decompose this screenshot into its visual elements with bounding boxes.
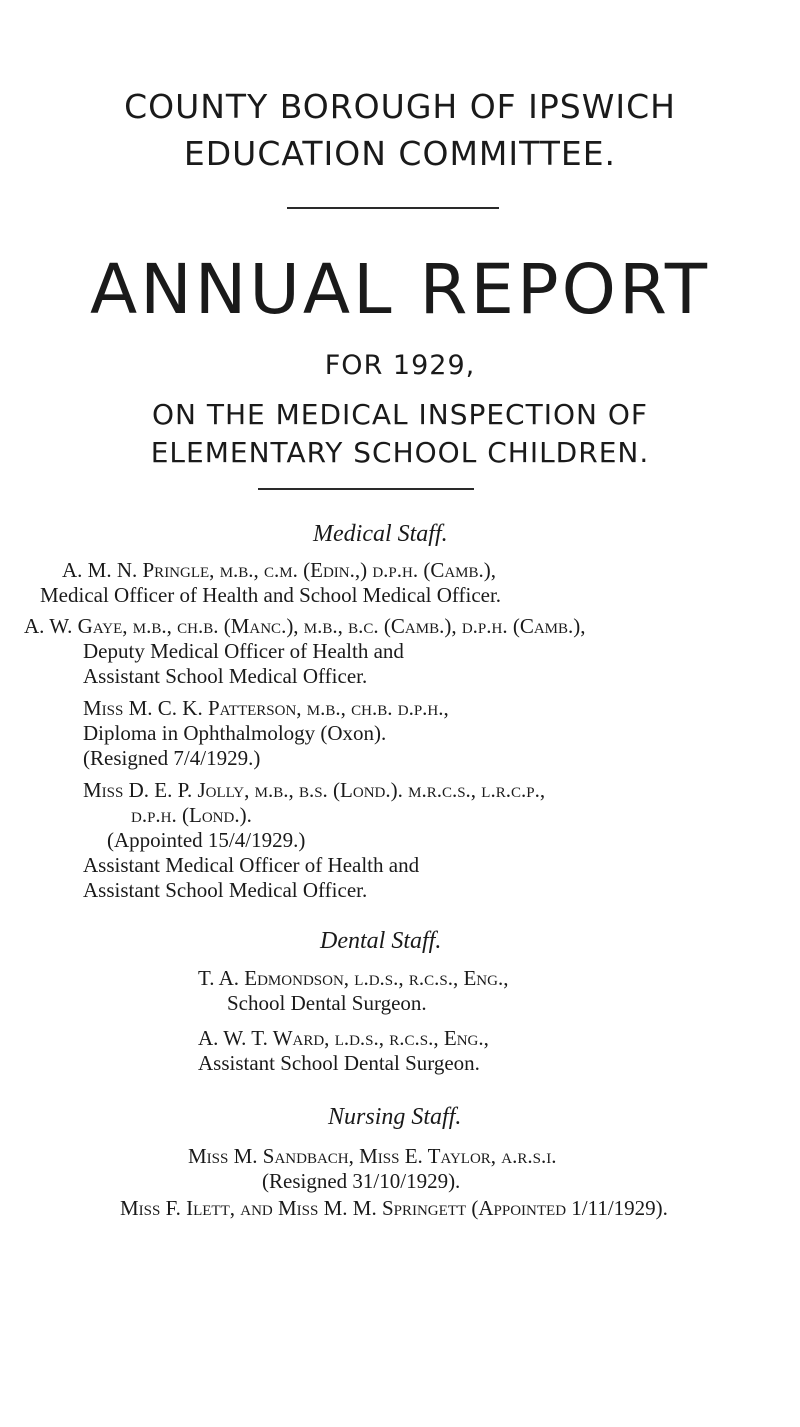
nursing-line-2: (Resigned 31/10/1929). — [262, 1169, 461, 1193]
jolly-role-2: Assistant School Medical Officer. — [83, 878, 368, 902]
nursing-staff-heading: Nursing Staff. — [328, 1104, 462, 1130]
jolly-name: Miss D. E. P. Jolly, — [83, 778, 250, 802]
ward-name: A. W. T. Ward, — [198, 1026, 330, 1050]
ward-role: Assistant School Dental Surgeon. — [198, 1051, 480, 1075]
dental-staff-heading: Dental Staff. — [320, 928, 442, 954]
taylor-qualifications: a.r.s.i. — [501, 1144, 557, 1168]
pringle-name-line — [62, 558, 496, 583]
header-line-2: EDUCATION COMMITTEE. — [183, 134, 617, 173]
patterson-note: (Resigned 7/4/1929.) — [83, 746, 261, 770]
nurses-sandbach-taylor: Miss M. Sandbach, Miss E. Taylor, — [188, 1144, 497, 1168]
subtitle-line-1: ON THE MEDICAL INSPECTION OF — [151, 398, 648, 431]
gaye-name: A. W. Gaye, — [24, 614, 128, 638]
pringle-name: A. M. N. Pringle, — [62, 558, 215, 582]
divider-1 — [287, 207, 499, 209]
pringle-role: Medical Officer of Health and School Medical Officer. — [40, 583, 502, 607]
ward-name-line — [198, 1026, 489, 1051]
gaye-qualifications: m.b., ch.b. (Manc.), m.b., b.c. (Camb.), d.p.h. (Camb.), — [132, 614, 586, 638]
gaye-role-2: Assistant School Medical Officer. — [83, 664, 368, 688]
edmondson-name-line — [198, 966, 508, 991]
nursing-line-3: Miss F. Ilett, and Miss M. M. Springett (Appointed 1/11/1929). — [120, 1196, 668, 1220]
gaye-name-line — [24, 614, 586, 639]
jolly-name-line — [83, 778, 545, 803]
gaye-role-1: Deputy Medical Officer of Health and — [83, 639, 404, 663]
divider-2 — [258, 488, 474, 490]
jolly-qualifications: m.b., b.s. (Lond.). m.r.c.s., l.r.c.p., — [254, 778, 546, 802]
subtitle-line-2: ELEMENTARY SCHOOL CHILDREN. — [150, 436, 650, 469]
ward-qualifications: l.d.s., r.c.s., Eng., — [334, 1026, 489, 1050]
patterson-diploma: Diploma in Ophthalmology (Oxon). — [83, 721, 387, 745]
patterson-qualifications: m.b., ch.b. d.p.h., — [306, 696, 449, 720]
medical-staff-heading: Medical Staff. — [313, 521, 448, 547]
edmondson-role: School Dental Surgeon. — [227, 991, 427, 1015]
patterson-name-line — [83, 696, 449, 721]
header-line-1: COUNTY BOROUGH OF IPSWICH — [124, 87, 676, 126]
jolly-role-1: Assistant Medical Officer of Health and — [83, 853, 420, 877]
report-year: FOR 1929, — [324, 350, 476, 381]
nursing-line-1 — [188, 1144, 556, 1169]
edmondson-name: T. A. Edmondson, — [198, 966, 350, 990]
edmondson-qualifications: l.d.s., r.c.s., Eng., — [354, 966, 509, 990]
patterson-name: Miss M. C. K. Patterson, — [83, 696, 302, 720]
jolly-note: (Appointed 15/4/1929.) — [107, 828, 306, 852]
report-title: ANNUAL REPORT — [89, 250, 711, 330]
pringle-qualifications: m.b., c.m. (Edin.,) d.p.h. (Camb.), — [219, 558, 497, 582]
jolly-qualifications-2: d.p.h. (Lond.). — [131, 803, 252, 827]
